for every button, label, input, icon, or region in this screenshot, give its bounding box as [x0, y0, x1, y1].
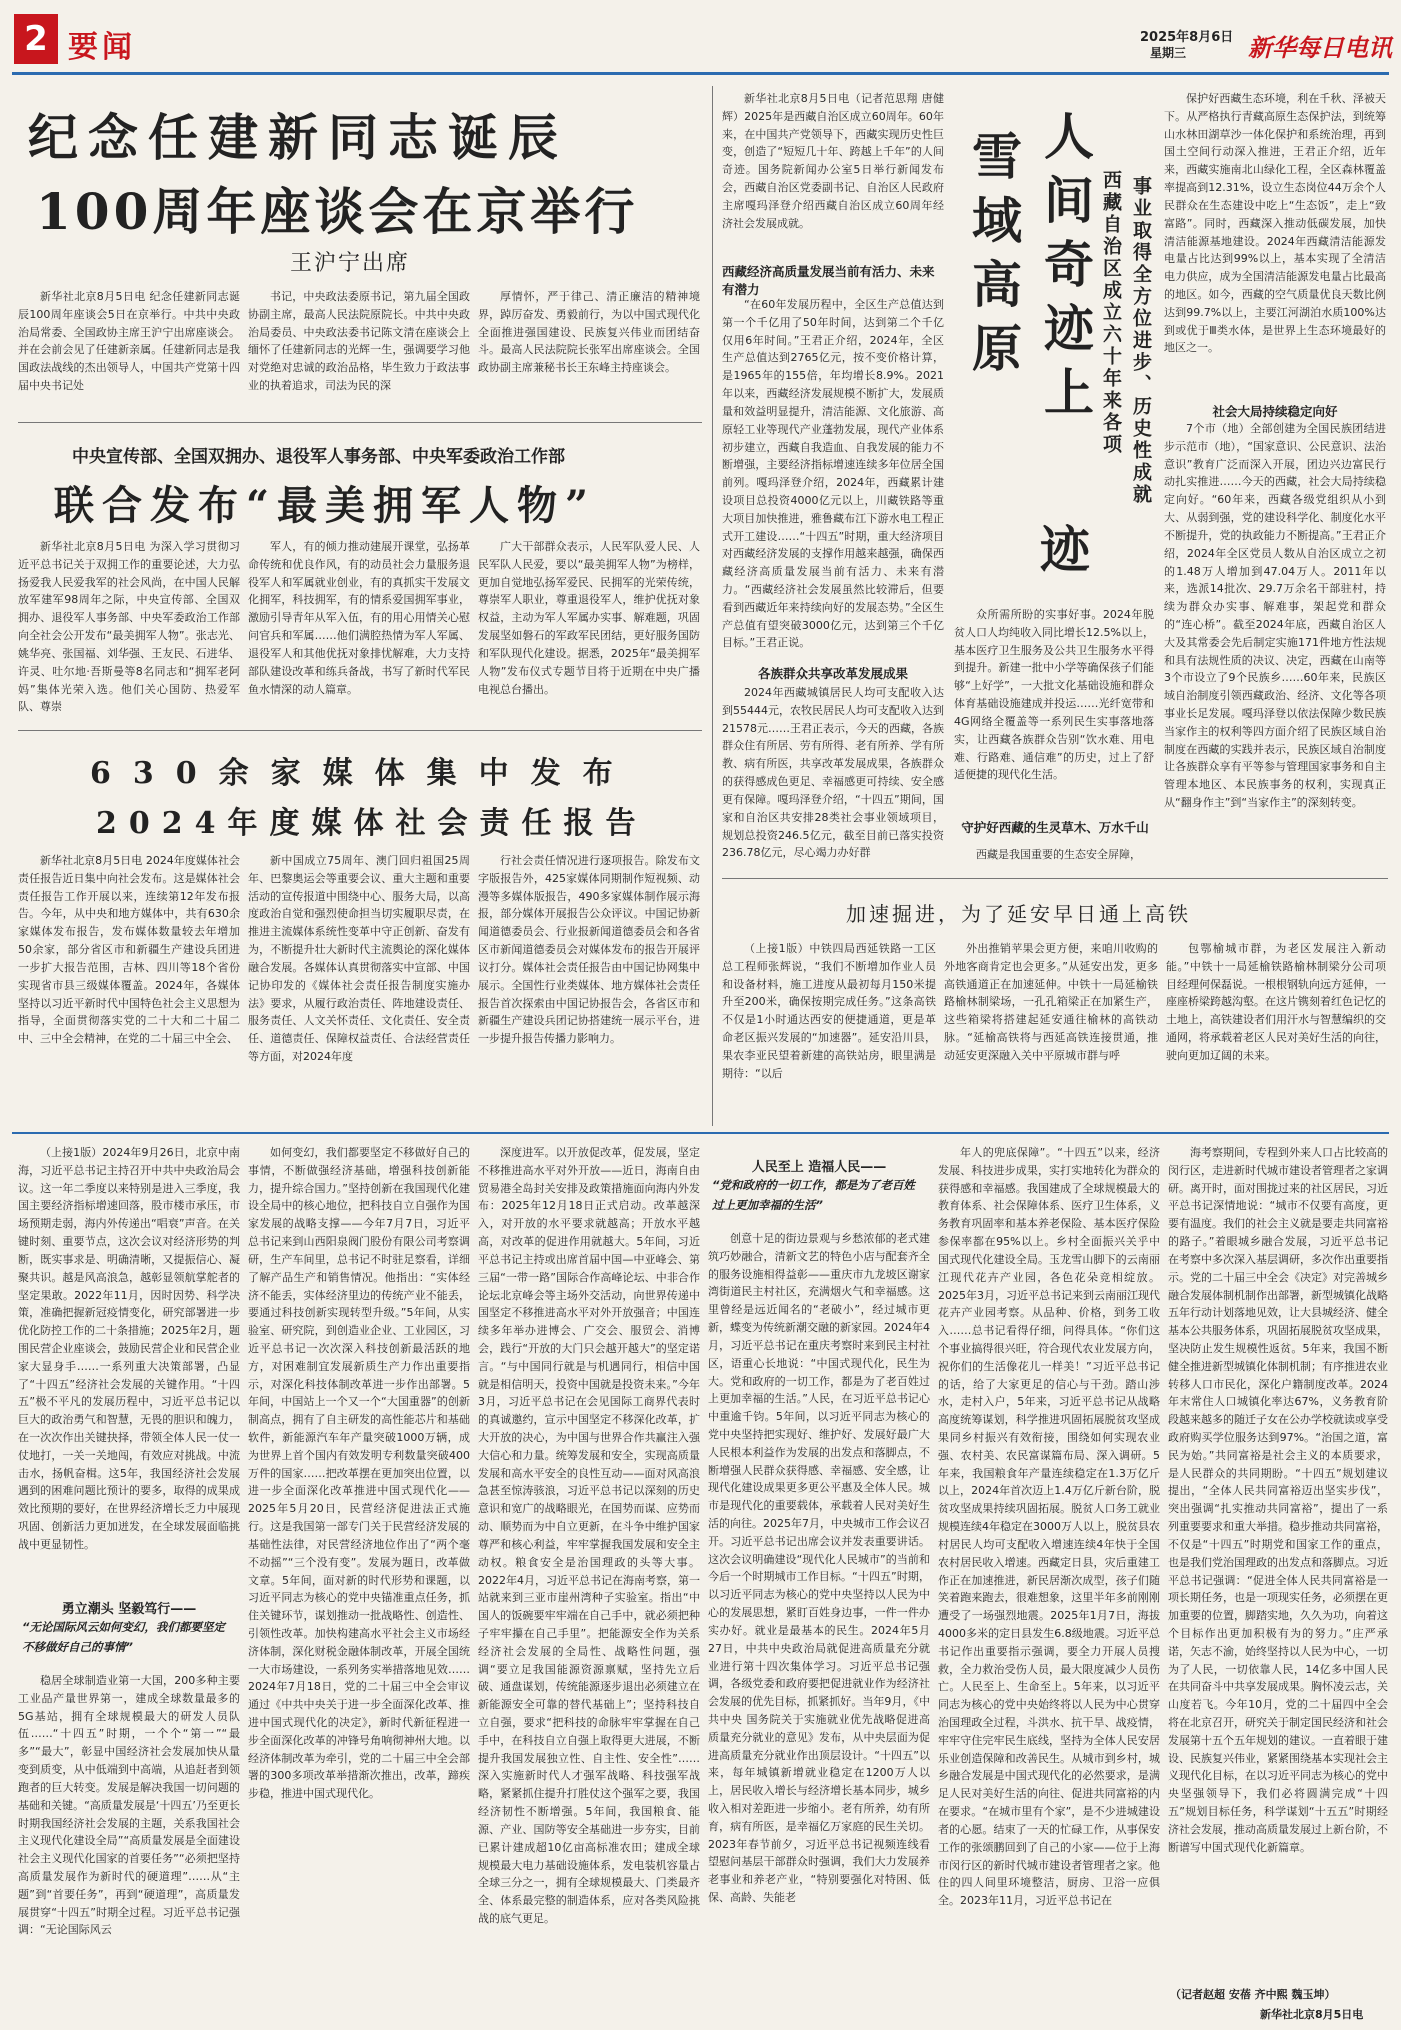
- article3-headline-1: 630余家媒体集中发布: [90, 756, 635, 791]
- article1-col1: [18, 288, 240, 406]
- article4-body3: [954, 606, 1154, 806]
- paper-name-logo: 新华每日电讯: [1248, 33, 1392, 62]
- article4-intro: [722, 90, 944, 250]
- article1-headline-2: 100周年座谈会在京举行: [36, 182, 639, 241]
- article6-col6: [1168, 1144, 1388, 1980]
- article6-quote2: “党和政府的一切工作，都是为了老百姓过上更加幸福的生活”: [712, 1178, 915, 1212]
- article6-col4: [708, 1230, 930, 2020]
- article4-body2: [722, 684, 944, 870]
- article2-kicker: 中央宣传部、全国双拥办、退役军人事务部、中央军委政治工作部: [72, 447, 565, 467]
- article6-col3: [478, 1144, 700, 2020]
- article1-col2-text: 书记，中央政法委原书记，第九届全国政协副主席，最高人民法院原院长。中共中央政治局委员、中央政法委书记陈文清在座谈会上缅怀了任建新同志的光辉一生，强调要学习他对党绝对忠诚的政治品格，毕生致力于政法事业的执着追求，司法为民的深: [248, 290, 470, 393]
- article3-headline-2: 2024年度媒体社会责任报告: [96, 806, 648, 841]
- article2-col1-text: 新华社北京8月5日电 为深入学习贯彻习近平总书记关于双拥工作的重要论述，大力弘扬爱我人民爱我军的社会风尚，在中国人民解放军建军98周年之际，中央宣传部、全国双拥办、退役军人事务部、中央军委政治工作部向全社会公开发布“最美拥军人物”。张志光、姚华亮、张国福、刘华强、王友民、石进华、许灵、吐尔地·吾斯曼等8名同志和“拥军老阿妈”集体光荣入选。他们关心国防、热爱军队、尊崇: [18, 540, 240, 714]
- article4-title-col1: [1036, 110, 1095, 430]
- article1-subhead: 王沪宁出席: [290, 251, 411, 276]
- article4-body1: [722, 296, 944, 650]
- title-part-4: 奇迹: [1036, 238, 1095, 366]
- article5-col1: [722, 940, 936, 1122]
- article3-col1: [18, 852, 240, 1122]
- issue-weekday: 星期三: [1150, 46, 1187, 60]
- article6-col3-text: 深度进军。以开放促改革，促发展，坚定不移推进高水平对外开放——近日，海南自由贸易港全岛封关安排及政策措施面向海内外发布：2025年12月18日正式启动。改革越深入，对开放的水平要求就越高；开放水平越高，对改革的促进作用就越大。5年间，习近平总书记主持或出席首届中国—中亚峰会、第三届“一带一路”国际合作高峰论坛、中非合作论坛北京峰会等主场外交活动，向世界传递中国坚定不移推进高水平对外开放强音；中国连续多年举办进博会、广交会、服贸会、消博会，践行“开放的大门只会越开越大”的坚定诺言。“与中国同行就是与机遇同行，相信中国就是相信明天，投资中国就是投资未来。”今年3月，习近平总书记在会见国际工商界代表时的真诚邀约，宣示中国坚定不移深化改革，扩大开放的决心，为中国与世界合作共赢注入强大信心和力量。统筹发展和安全，实现高质量发展和高水平安全的良性互动——面对风高浪急甚至惊涛骇浪，习近平总书记以深刻的历史意识和宽广的战略眼光，在国势而谋、应势而动、顺势而为中自立更新，在斗争中维护国家尊严和核心利益，牢牢掌握我国发展和安全主动权。粮食安全是治国理政的头等大事。2022年4月，习近平总书记在海南考察，第一站就来到三亚市崖州湾种子实验室。指出“中国人的饭碗要牢牢端在自己手中，就必须把种子牢牢攥在自己手里”。把能源安全作为关系经济社会发展的全局性、战略性问题，强调“要立足我国能源资源禀赋，坚持先立后破、通盘谋划，传统能源逐步退出必须建立在新能源安全可靠的替代基础上”；坚持科技自立自强，要求“把科技的命脉牢牢掌握在自己手中，在科技自立自强上取得更大进展，不断提升我国发展独立性、自主性、安全性”……深入实施新时代人才强军战略、科技强军战略，紧紧抓住提升打胜仗这个强军之要，我国经济韧性不断增强。5年间，我国粮食、能源、产业、国防等安全基础进一步夯实，目前已累计建成超10亿亩高标准农田；建成全球规模最大电力基础设施体系，发电装机容量占全球三分之一，拥有全球规模最大、门类最齐全、体系最完整的制造体系，应对各类风险挑战的底气更足。: [478, 1146, 700, 1925]
- article1-col3: [478, 288, 700, 406]
- article4-sub1: 西藏经济高质量发展当前有活力、未来有潜力: [722, 264, 935, 297]
- article1-col3-text: 厚情怀，严于律己、清正廉洁的精神境界，踔厉奋发、勇毅前行，为以中国式现代化全面推进强国建设、民族复兴伟业而团结奋斗。最高人民法院院长张军出席座谈会。全国政协副主席兼秘书长王东峰主持座谈会。: [478, 290, 700, 375]
- article6-sub2: 人民至上 造福人民——: [751, 1160, 887, 1175]
- article4-right-col-text: 保护好西藏生态环境，利在千秋、泽被天下。从严格执行青藏高原生态保护法，到统筹山水林田湖草沙一体化保护和系统治理，再到国土空间行动深入推进，王君正介绍，近年来，西藏实施南北山绿化工程，全区森林覆盖率提高到12.31%，设立生态岗位44万余个人民群众在生态建设中吃上“生态饭”，走上“致富路”。同时，西藏深入推动低碳发展，加快清洁能源基地建设。2024年西藏清洁能源发电量占比达到99%以上，基本实现了全清洁电力供应，成为全国清洁能源发电量占比最高的地区。如今，西藏的空气质量优良天数比例达到99.7%以上，主要江河湖泊水质100%达到或优于Ⅲ类水体，是世界上生态环境最好的地区之一。: [1164, 92, 1386, 355]
- title-part-1: 雪域: [964, 130, 1023, 258]
- article4-body3-text: 众所需所盼的实事好事。2024年脱贫人口人均纯收入同比增长12.5%以上，基本医疗卫生服务及公共卫生服务水平得到提升。新建一批中小学等确保孩子们能够“上好学”，一大批文化基础设施和群众体育基础设施建成并投运……光纤宽带和4G网络全覆盖等一系列民生实事落地落实，让西藏各族群众告别“饮水难、用电难、行路难、通信难”的历史，过上了舒适便捷的现代化生活。: [954, 608, 1154, 782]
- article4-title-tail: 迹: [1040, 520, 1090, 579]
- issue-date: 2025年8月6日: [1140, 30, 1234, 45]
- article5-col2: [944, 940, 1158, 1122]
- title-part-3: 人间: [1036, 110, 1095, 238]
- article4-sub2: 各族群众共享改革发展成果: [757, 666, 908, 681]
- article2-col2: [248, 538, 470, 720]
- article6-col1b-text: 稳居全球制造业第一大国，200多种主要工业品产量世界第一，建成全球数量最多的5G基站，拥有全球规模最大的研发人员队伍……“十四五”时期，一个个“第一”“最多”“最大”，彰显中国经济社会发展加快从量变到质变，从中低端到中高端，从追赶者到领跑者的巨大转变。发展是解决我国一切问题的基础和关键。“高质量发展是‘十四五’乃至更长时期我国经济社会发展的主题，关系我国社会主义现代化建设全局”“高质量发展是全面建设社会主义现代化国家的首要任务”“必须把坚持高质量发展作为新时代的硬道理”……从“主题”到“首要任务”，再到“硬道理”，高质量发展贯穿“十四五”时期全过程。习近平总书记强调：“无论国际风云: [18, 1674, 240, 1937]
- article2-headline: 联合发布“最美拥军人物”: [54, 482, 597, 529]
- article4-sub4: 社会大局持续稳定向好: [1212, 404, 1338, 419]
- article3-col2: [248, 852, 470, 1122]
- article5-col1-text: （上接1版）中铁四局西延铁路一工区总工程师张辉说，“我们不断增加作业人员和设备材料，施工进度从最初每月150米提升至200米，确保按期完成任务。”这条高铁不仅是1小时通达西安的便捷通道，更是革命老区振兴发展的“加速器”。延安沿川县，果农李亚民望着新建的高铁站房，眼里满是期待：“以后: [722, 942, 936, 1080]
- article6-col5-text: 年人的兜底保障”。“十四五”以来，经济发展、科技进步成果，实打实地转化为群众的获得感和幸福感。我国建成了全球规模最大的教育体系、社会保障体系、医疗卫生体系，义务教育巩固率和基本养老保险、基本医疗保险参保率都在95%以上。乡村全面振兴关乎中国式现代化建设全局。玉龙雪山脚下的云南丽江现代花卉产业园，各色花朵竞相绽放。2025年3月，习近平总书记来到云南丽江现代花卉产业园考察。从品种、价格，到务工收入……总书记看得仔细，问得具体。“你们这个事业搞得很兴旺，符合现代农业发展方向，祝你们的生活像花儿一样美！”习近平总书记的话，给了大家更足的信心与干劲。踏山涉水，走村入户，5年来，习近平总书记从战略高度统筹谋划，科学推进巩固拓展脱贫攻坚成果同乡村振兴有效衔接，围绕如何实现农业强、农村美、农民富谋篇布局、深入调研。5年来，我国粮食年产量连续稳定在1.3万亿斤以上，2024年首次迈上1.4万亿斤新台阶，脱贫攻坚成果持续巩固拓展。脱贫人口务工就业规模连续4年稳定在3000万人以上，脱贫县农村居民人均可支配收入增速连续4年快于全国农村居民收入增速。西藏定日县，灾后重建工作正在加速推进，新民居渐次成型，孩子们随笑着跑来跑去，很难想象，这里半年多前刚刚遭受了一场强烈地震。2025年1月7日，海拔4000多米的定日县发生6.8级地震。习近平总书记作出重要指示强调，要全力开展人员搜救，全力救治受伤人员，最大限度减少人员伤亡。人民至上、生命至上。5年来，以习近平同志为核心的党中央始终将以人民为中心贯穿治国理政全过程，斗洪水、抗干旱、战疫情，牢牢守住完牢民生底线，坚持为全体人民安居乐业创造保障和改善民生。从城市到乡村，城乡融合发展是中国式现代化的必然要求，是满足人民对美好生活的向往、促进共同富裕的内在要求。“在城市里有个家”，是不少进城建设者的心愿。结束了一天的忙碌工作，从事保安工作的张颂鹏回到了自己的小家——位于上海市闵行区的新时代城市建设者管理者之家。他住的四人间里环境整洁，厨房、卫浴一应俱全。2023年11月，习近平总书记在: [938, 1146, 1160, 1908]
- article4-sub3: 守护好西藏的生灵草木、万水千山: [961, 820, 1149, 835]
- article4-body3-end: [954, 846, 1154, 866]
- article1-col2: [248, 288, 470, 406]
- article1-headline-1: 纪念任建新同志诞辰: [28, 108, 568, 167]
- divider-a2: [18, 730, 702, 731]
- article3-col1-text: 新华社北京8月5日电 2024年度媒体社会责任报告近日集中向社会发布。这是媒体社会责任报告工作开展以来，连续第12年发布报告。今年，从中央和地方媒体中，共有630余家媒体发布报告，发布媒体数量较去年增加50余家，部分省区市和新疆生产建设兵团进一步扩大报告范围，吉林、四川等18个省份实现省市县三级媒体覆盖。2024年，各媒体坚持以习近平新时代中国特色社会主义思想为指导，全面贯彻落实党的二十大和二十届二中、三中全会精神，在党的二十届三中全会、: [18, 854, 240, 1046]
- section-rule-lower: [12, 1132, 1389, 1134]
- article3-col3-text: 行社会责任情况进行逐项报告。除发布文字版报告外，425家媒体同期制作短视频、动漫等多媒体版报告，490多家媒体制作展示海报，部分媒体开展报告公众评议。中国记协新闻道德委员会、行业报新闻道德委员会和各省区市新闻道德委员会对媒体发布的报告开展评议打分。媒体社会责任报告由中国记协网集中展示。全国性行业类媒体、地方媒体社会责任报告首次探索由中国记协报告会，各省区市和新疆生产建设兵团记协搭建统一展示平台，进一步提升报告传播力影响力。: [478, 854, 700, 1046]
- page-number-badge: [14, 14, 58, 64]
- article5-col3-text: 包鄂榆城市群，为老区发展注入新动能。”中铁十一局延榆铁路榆林制梁分公司项目经理何保磊说。一根根钢轨向远方延伸，一座座桥梁跨越沟壑。在这片镌刻着红色记忆的土地上，高铁建设者们用汗水与智慧编织的交通网，将承载着老区人民对美好生活的向往，驶向更加辽阔的未来。: [1166, 942, 1386, 1062]
- article4-title-col2: [964, 130, 1023, 386]
- article4-right-col: [1164, 90, 1386, 392]
- article5-col3: [1166, 940, 1386, 1122]
- article3-col3: [478, 852, 700, 1122]
- article6-dateline: 新华社北京8月5日电: [1260, 2008, 1364, 2021]
- article5-col2-text: 外出推销苹果会更方便，来咱川收购的外地客商肯定也会更多。”从延安出发，更多高铁通道正在加速延伸。中铁十一局延榆铁路榆林制梁场，一孔孔箱梁正在加紧生产，这些箱梁将搭建起延安通往榆林的高铁动脉。“延榆高铁将与西延高铁连接贯通，推动延安更深融入关中平原城市群与呼: [944, 942, 1158, 1062]
- article2-col3-text: 广大干部群众表示，人民军队爱人民、人民军队人民爱，要以“最美拥军人物”为榜样，更加自觉地弘扬军爱民、民拥军的光荣传统，尊崇军人职业，尊重退役军人，维护优抚对象权益，主动为军人军属办实事、解难题，巩固发展坚如磐石的军政军民团结，更好服务国防和军队现代化建设。据悉，2025年“最美拥军人物”发布仪式专题节目将于近期在中央广播电视总台播出。: [478, 540, 700, 696]
- article2-col3: [478, 538, 700, 720]
- article4-right-col2-text: 7个市（地）全部创建为全国民族团结进步示范市（地），“国家意识、公民意识、法治意识”教育广泛而深入开展，团边兴边富民行动扎实推进……今天的西藏，社会大局持续稳定向好。“60年来，西藏各级党组织从小到大、从弱到强，党的建设科学化、制度化水平不断提升，党的执政能力不断提高。”王君正介绍，2024年全区党员人数从自治区成立之初的1.48万人增加到47.04万人。2011年以来，选派14批次、29.7万余名干部驻村，持续为群众办实事、解难事，架起党和群众的“连心桥”。截至2024年底，西藏自治区人大及其常委会先后制定实施171件地方性法规和具有法规性质的决议、决定，西藏在山南等3个市设立了9个民族乡……60年来，民族区域自治制度引领西藏政治、经济、文化等各项事业长足发展。嘎玛泽登以依法保障少数民族当家作主的权利等四方面介绍了民族区域自治制度在西藏的实践并表示，民族区域自治制度让各族群众享有平等参与管理国家事务和自主管理本地区、本民族事务的权利，实现真正从“翻身作主”到“当家作主”的深刻转变。: [1164, 422, 1386, 810]
- article3-col2-text: 新中国成立75周年、澳门回归祖国25周年、巴黎奥运会等重要会议、重大主题和重要活动的宣传报道中围绕中心、服务大局，以高度政治自觉和强烈使命担当切实履职尽责，在推进主流媒体系统性变革中守正创新、奋发有为，不断提升壮大新时代主流舆论的深化媒体融合发展。各媒体认真贯彻落实中宣部、中国记协印发的《媒体社会责任报告制度实施办法》要求，从履行政治责任、阵地建设责任、服务责任、人文关怀责任、文化责任、安全责任、道德责任、保障权益责任、合法经营责任等方面，对2024年度: [248, 854, 470, 1063]
- article6-col1b: [18, 1672, 240, 2020]
- article6-col1: [18, 1144, 240, 1584]
- article2-col1: [18, 538, 240, 720]
- masthead-rule: [12, 72, 1389, 75]
- article6-col5: [938, 1144, 1160, 2020]
- article6-quote1: “无论国际风云如何变幻，我们都要坚定不移做好自己的事情”: [22, 1620, 225, 1654]
- article1-col1-text: 新华社北京8月5日电 纪念任建新同志诞辰100周年座谈会5日在京举行。中共中央政治局常委、全国政协主席王沪宁出席座谈会。并在会前会见了任建新亲属。任建新同志是我国政法战线的杰出领导人，中国共产党第十四届中央书记处: [18, 290, 240, 393]
- article4-body1-text: “在60年发展历程中，全区生产总值达到第一个千亿用了50年时间，达到第二个千亿仅用6年时间。”王君正介绍，2024年，全区生产总值达到2765亿元，按不变价格计算，是1965年的155倍，年均增长8.9%。2021年以来，西藏经济发展规模不断扩大，发展质量和效益明显提升，清洁能源、文化旅游、高原轻工业等现代产业蓬勃发展，现代产业体系初步建立，西藏自我造血、自我发展的能力不断增强，主要经济指标增速连续多年位居全国前列。嘎玛泽登介绍，2024年，西藏累计建设项目总投资4000亿元以上，川藏铁路等重大项目加快推进，雅鲁藏布江下游水电工程正式开工建设……“十四五”时期，重大经济项目对西藏经济发展的支撑作用越来越强，确保西藏经济高质量发展当前有活力、未来有潜力。“西藏经济社会发展虽然比较滞后，但要看到西藏近年来持续向好的发展态势。”全区生产总值有望突破3000亿元，达到第三个千亿目标。”王君正说。: [722, 298, 944, 650]
- article6-col2-text: 如何变幻，我们都要坚定不移做好自己的事情，不断做强经济基础，增强科技创新能力，提升综合国力。”坚持创新在我国现代化建设全局中的核心地位，把科技自立自强作为国家发展的战略支撑——今年7月7日，习近平总书记来到山西阳泉阀门股份有限公司考察调研，生产车间里，总书记不时驻足察看，详细了解产品生产和销售情况。他指出：“实体经济不能丢，实体经济里边的传统产业不能丢，要通过科技创新实现转型升级。”5年间，从实验室、研究院，到创造业企业、工业园区，习近平总书记一次次深入科技创新最活跃的地方，对困难制宜发展新质生产力作出重要指示，对深化科技体制改革进一步作出部署。5年间，中国站上一个又一个“大国重器”的创新制高点，拥有了自主研发的高性能芯片和基础软件，新能源汽车年产量突破1000万辆，成为世界上首个国内有效发明专利数量突破400万件的国家……把改革摆在更加突出位置，以进一步全面深化改革推进中国式现代化——2025年5月20日，民营经济促进法正式施行。这是我国第一部专门关于民营经济发展的基础性法律，对民营经济地位作出了“两个毫不动摇”“三个没有变”。发展为题日，改革做文章。5年间，面对新的时代形势和课题，以习近平同志为核心的党中央锚准重点任务，抓住关键环节，谋划推动一批战略性、创造性、引领性改革。加快构建高水平社会主义市场经济体制，深化财税金融体制改革，开展全国统一大市场建设，一系列务实举措落地见效……2024年7月18日，党的二十届三中全会审议通过《中共中央关于进一步全面深化改革、推进中国式现代化的决定》，新时代新征程进一步全面深化改革的冲锋号角响彻神州大地。以经济体制改革为牵引，党的二十届三中全会部署的300多项改革举措渐次推出，改革，蹄疾步稳，推进中国式现代化。: [248, 1146, 470, 1801]
- title-part-2: 高原: [964, 258, 1023, 386]
- article6-byline: （记者赵超 安蓓 齐中熙 魏玉坤）: [1170, 1988, 1336, 2001]
- divider-vertical-mid: [712, 86, 713, 1126]
- article4-sub-vertical-1: 西藏自治区成立六十年来各项: [1100, 170, 1122, 456]
- article6-col6-text: 海考察期间，专程到外来人口占比较高的闵行区，走进新时代城市建设者管理者之家调研。离开时，面对围拢过来的社区居民，习近平总书记深情地说：“城市不仅要有高度，更要有温度。我们的社会主义就是要走共同富裕的路子。”着眼城乡融合发展，习近平总书记在考察中多次深入基层调研，多次作出重要指示。党的二十届三中全会《决定》对完善城乡融合发展体制机制作出部署，新型城镇化战略五年行动计划落地见效，让大县城经济、健全基本公共服务体系，巩固拓展脱贫攻坚成果，坚决防止发生规模性返贫。5年来，我国不断健全推进新型城镇化体制机制；有序推进农业转移人口市民化，深化户籍制度改革。2024年末常住人口城镇化率达67%，义务教育阶段越来越多的随迁子女在公办学校就读或享受政府购买学位服务达到97%。“治国之道，富民为始。”共同富裕是社会主义的本质要求，是人民群众的共同期盼。“十四五”规划建议提出，“全体人民共同富裕迈出坚实步伐”，突出强调“扎实推动共同富裕”，提出了一系列重要要求和重大举措。稳步推动共同富裕，不仅是“十四五”时期党和国家工作的重点，也是我们党治国理政的出发点和落脚点。习近平总书记强调：“促进全体人民共同富裕是一项长期任务，也是一项现实任务，必须摆在更加重要的位置，脚踏实地，久久为功，向着这个目标作出更加积极有为的努力。”庄严承诺，矢志不渝，始终坚持以人民为中心，一切为了人民，一切依靠人民，14亿多中国人民在共同奋斗中共享发展成果。胸怀凌云志，关山度若飞。今年10月，党的二十届四中全会将在北京召开，研究关于制定国民经济和社会发展第十五个五年规划的建议。一直着眼于建设、民族复兴伟业，紧紧围绕基本实现社会主义现代化目标，在以习近平同志为核心的党中央坚强领导下，我们必将圆满完成“十四五”规划目标任务，科学谋划“十五五”时期经济社会发展，推动高质量发展过上新台阶，不断谱写中国式现代化新篇章。: [1168, 1146, 1388, 1854]
- article4-body2-text: 2024年西藏城镇居民人均可支配收入达到55444元，农牧民居民人均可支配收入达到21578元……王君正表示，今天的西藏，各族群众住有所居、劳有所得、老有所养、学有所教、病有所医，共享改革发展成果，各族群众的获得感成色更足、幸福感更可持续、安全感更有保障。嘎玛泽登介绍，“十四五”期间，国家和自治区共安排28类社会事业领域项目，规划总投资246.5亿元，截至目前已落实投资236.78亿元，尽心竭力办好群: [722, 686, 944, 860]
- article5-headline: 加速掘进，为了延安早日通上高铁: [846, 902, 1191, 926]
- article4-right-col2: [1164, 420, 1386, 870]
- article4-sub-vertical-2: 事业取得全方位进步、历史性成就: [1130, 176, 1152, 506]
- article6-col1-text: （上接1版）2024年9月26日，北京中南海，习近平总书记主持召开中共中央政治局会议。这一年二季度以来特别是进入三季度，我国主要经济指标增速回落，股市楼市承压，市场预期走弱，海内外传递出“唱衰”声音。在关键时刻、重要节点，这次会议对经济形势的判断，既实事求是、明确清晰，又提振信心、凝聚共识。越是风高浪急，越彰显领航掌舵者的坚定果敢。2022年11月，因时因势、科学决策，准确把握新冠疫情变化，研究部署进一步优化防控工作的二十条措施；2025年2月，题围民营企业座谈会，鼓励民营企业和民营企业家大显身手……一系列重大决策部署，凸显了“十四五”经济社会发展的关键作用。“十四五”极不平凡的发展历程中，习近平总书记以巨大的政治勇气和智慧，无畏的胆识和魄力，在一次次作出关键抉择，带领全体人民一仗一仗地打，一关一关地闯，有效应对挑战。中流击水，扬帆奋楫。这5年，我国经济社会发展遇到的困难问题比预计的要多，取得的成果成效比预期的要好，在世界经济增长乏力中展现巩固、创新活力更加迸发，在全球发展面临挑战中更显韧性。: [18, 1146, 240, 1551]
- article4-body3-end-text: 西藏是我国重要的生态安全屏障，: [976, 848, 1141, 861]
- article6-col2: [248, 1144, 470, 2020]
- divider-a1: [18, 422, 702, 423]
- article6-col4-text: 创意十足的街边景观与乡愁浓郁的老式建筑巧妙融合，清新文艺的特色小店与配套齐全的服务设施相得益彰——重庆市九龙坡区谢家湾街道民主村社区，充满烟火气和幸福感。这里曾经是远近闻名的“老破小”，经过城市更新，蝶变为传统新潮交融的新家园。2024年4月，习近平总书记在重庆考察时来到民主村社区，语重心长地说：“中国式现代化，民生为大。党和政府的一切工作，都是为了老百姓过上更加幸福的生活。”人民，在习近平总书记心中重逾千钧。5年间，以习近平同志为核心的党中央坚持把实现好、维护好、发展好最广大人民根本利益作为发展的出发点和落脚点，不断增强人民群众获得感、幸福感、安全感，让现代化建设成果更多更公平惠及全体人民。城市是现代化的重要载体，承载着人民对美好生活的向往。2025年7月，中央城市工作会议召开。习近平总书记出席会议并发表重要讲话。这次会议明确建设“现代化人民城市”的当前和今后一个时期城市工作目标。“十四五”时期，以习近平同志为核心的党中央坚持以人民为中心的发展思想，紧盯百姓身边事，一件一件办实办好。就业是最基本的民生。2024年5月27日，中共中央政治局就促进高质量充分就业进行第十四次集体学习。习近平总书记强调，各级党委和政府要把促进就业作为经济社会发展的优先目标，抓紧抓好。当年9月，《中共中央 国务院关于实施就业优先战略促进高质量充分就业的意见》发布，从中央层面为促进高质量充分就业作出顶层设计。“十四五”以来，每年城镇新增就业稳定在1200万人以上，居民收入增长与经济增长基本同步，城乡收入相对差距进一步缩小。老有所养，幼有所育，病有所医，是幸福亿万家庭的民生关切。2023年春节前夕，习近平总书记视频连线看望慰问基层干部群众时强调，我们大力发展养老事业和养老产业，“特别要强化对特困、低保、高龄、失能老: [708, 1232, 930, 1905]
- title-part-5: 上: [1036, 366, 1095, 430]
- article6-sub1: 勇立潮头 坚毅笃行——: [61, 1602, 197, 1617]
- page-number: 2: [24, 19, 48, 59]
- divider-a4: [722, 878, 1388, 879]
- section-title: 要闻: [68, 30, 136, 65]
- article4-intro-text: 新华社北京8月5日电（记者范思翔 唐健辉）2025年是西藏自治区成立60周年。60年来，在中国共产党领导下，西藏实现历史性巨变，创造了“短短几十年、跨越上千年”的人间奇迹。国务院新闻办公室5日举行新闻发布会，西藏自治区党委副书记、自治区人民政府主席嘎玛泽登介绍西藏自治区成立60周年经济社会发展成就。: [722, 92, 944, 230]
- article2-col2-text: 军人，有的倾力推动建展开课堂，弘扬革命传统和优良作风，有的动员社会力量服务退役军人和军属就业创业，有的真抓实干发展文化拥军，科技拥军，有的情系爱国拥军事业，激励引导青年从军入伍，有的用心用情关心慰问官兵和军属……他们满腔热情为军人军属、退役军人和其他优抚对象排忧解难，大力支持部队建设改革和练兵备战，书写了新时代军民鱼水情深的动人篇章。: [248, 540, 470, 696]
